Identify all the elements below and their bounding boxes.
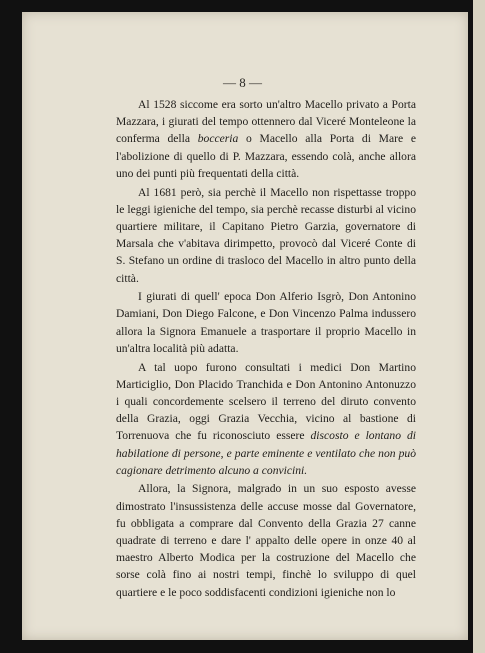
page-number: — 8 — xyxy=(223,75,262,90)
body-text xyxy=(116,96,416,602)
paragraph xyxy=(116,480,416,600)
italic-text: bocceria xyxy=(197,132,239,146)
page-edge xyxy=(473,0,485,653)
paragraph xyxy=(116,184,416,287)
text-segment: Allora, la Signora, malgrado in un suo esposto avesse dimostrato l'insussistenza delle accuse mosse dal Governatore, fu obbligata a comprare dal Convento della Grazia 27 canne quadrate di terreno e dare l' appalto delle opere in onze 40 al maestro Alberto Modica per la costruzione del Macello che sorse colà fino ai nostri tempi, finchè lo sviluppo di quel quartiere e le poco soddisfacenti condizioni igieniche non lo xyxy=(116,482,416,599)
text-segment: Al 1528 siccome era sorto un'altro Macello privato a Porta Mazzara, i giurati del tempo ottennero dal Viceré Monteleone la conferma della xyxy=(116,98,416,146)
text-segment: Al 1681 però, sia perchè il Macello non rispettasse troppo le leggi igieniche del tempo, sia perchè recasse disturbi al vicino quartiere militare, il Capitano Pietro Garzia, governatore di Marsala che v'abitava dirimpetto, provocò dal Viceré Conte di S. Stefano un ordine di trasloco del Macello in altro punto della città. xyxy=(116,185,416,285)
text-segment: o Macello alla Porta di Mare e l'abolizione di quello di P. Mazzara, essendo colà, anche allora uno dei punti più frequentati della città. xyxy=(116,132,416,180)
paragraph xyxy=(116,359,416,479)
text-segment: A tal uopo furono consultati i medici Don Martino Marticiglio, Don Placido Tranchida e Don Antonino Antonuzzo i quali concordemente scelsero il terreno del diruto convento della Grazia, oggi Grazia Vecchia, vicino al bastione di Torrenuova che fu riconosciuto essere xyxy=(116,360,416,443)
paragraph xyxy=(116,288,416,357)
italic-text: discosto e lontano di habilatione di persone, e parte eminente e ventilato che non può cagionare detrimento alcuno a convicini. xyxy=(116,429,416,477)
paragraph xyxy=(116,96,416,182)
text-segment: I giurati di quell' epoca Don Alferio Isgrò, Don Antonino Damiani, Don Diego Falcone, e Don Vincenzo Palma indussero allora la Signora Emanuele a trasportare il proprio Macello in un'altra località più adatta. xyxy=(116,290,416,355)
